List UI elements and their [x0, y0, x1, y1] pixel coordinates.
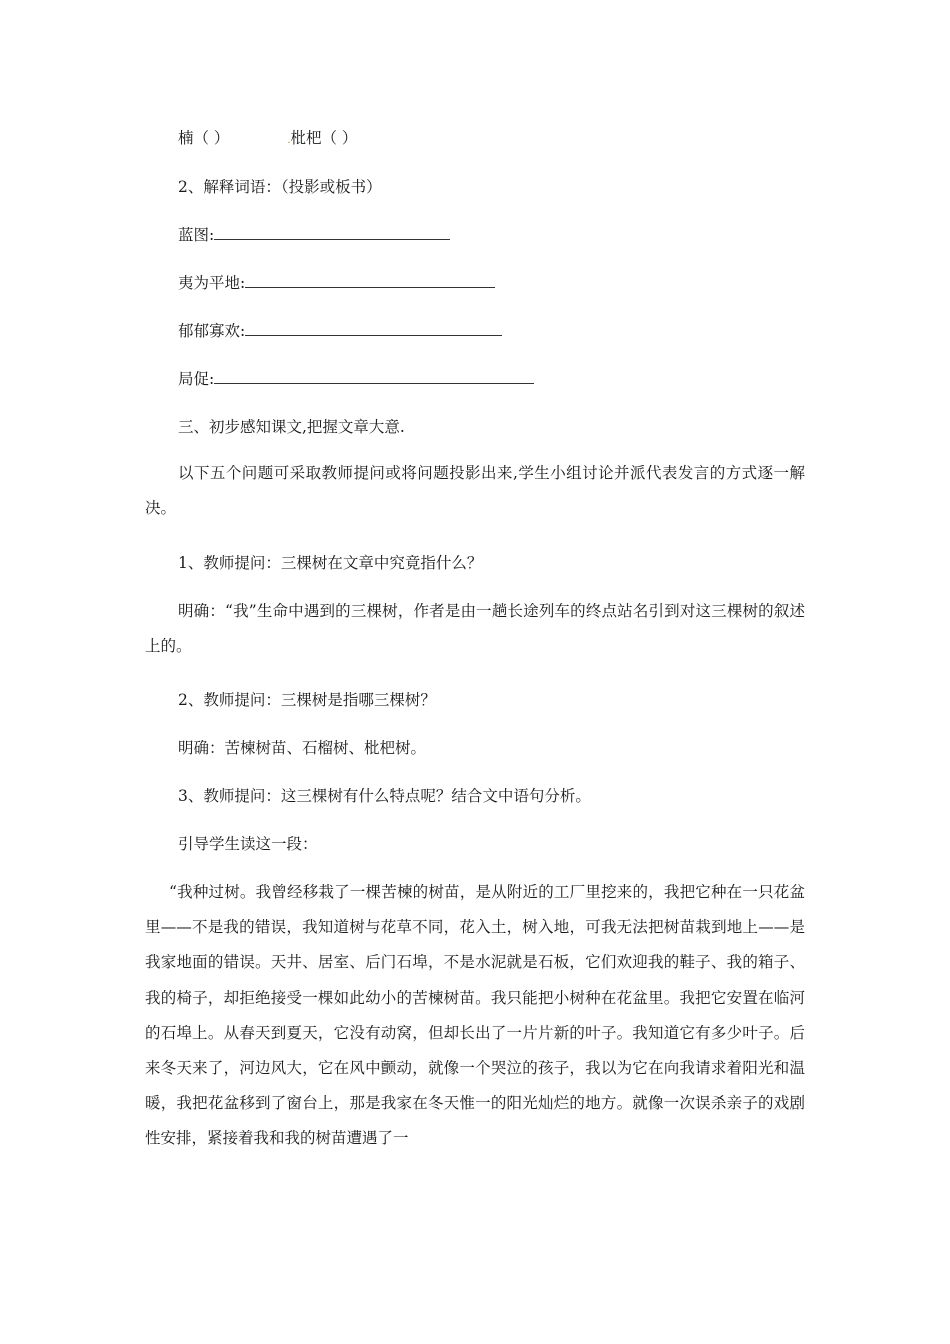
intro-paragraph: 以下五个问题可采取教师提问或将问题投影出来,学生小组讨论并派代表发言的方式逐一解决。 — [145, 464, 805, 518]
vocab-term: 局促: — [178, 370, 215, 388]
question-3: 3、教师提问：这三棵树有什么特点呢？结合文中语句分析。 — [178, 787, 591, 805]
vocab-item — [178, 273, 495, 293]
answer-2: 明确：苦楝树苗、石榴树、枇杷树。 — [178, 739, 427, 757]
vocab-term: 夷为平地: — [178, 274, 246, 292]
vocab-term: 郁郁寡欢: — [178, 322, 246, 340]
guide-text: 引导学生读这一段： — [178, 835, 318, 853]
vocab-item — [178, 369, 534, 389]
vocab-item — [178, 225, 450, 245]
quote-paragraph: “我种过树。我曾经移栽了一棵苦楝的树苗，是从附近的工厂里挖来的，我把它种在一只花盆里——不是我的错误，我知道树与花草不同，花入土，树入地，可我无法把树苗栽到地上——是我家地面的错误。天井、居室、后门石埠，不是水泥就是石板，它们欢迎我的鞋子、我的箱子、我的椅子，却拒绝接受一棵如此幼小的苦楝树苗。我只能把小树种在花盆里。我把它安置在临河的石埠上。从春天到夏天，它没有动窝，但却长出了一片片新的叶子。我知道它有多少叶子。后来冬天来了，河边风大，它在风中颤动，就像一个哭泣的孩子，我以为它在向我请求着阳光和温暖，我把花盆移到了窗台上，那是我家在冬天惟一的阳光灿烂的地方。就像一次误杀亲子的戏剧性安排，紧接着我和我的树苗遭遇了一 — [145, 883, 805, 1148]
pron-item-2: 枇杷（ ） — [290, 129, 358, 147]
pronunciation-row — [178, 128, 357, 151]
pron-item-1: 楠（ ） — [178, 129, 230, 147]
section2-heading: 2、解释词语：（投影或板书） — [178, 178, 382, 196]
answer-blank[interactable] — [245, 273, 495, 288]
answer-blank[interactable] — [245, 321, 502, 336]
vocab-term: 蓝图: — [178, 226, 215, 244]
question-2: 2、教师提问：三棵树是指哪三棵树？ — [178, 691, 436, 709]
mark-dot: . — [287, 135, 291, 146]
answer-blank[interactable] — [214, 369, 534, 384]
answer-1: 明确：“我”生命中遇到的三棵树，作者是由一趟长途列车的终点站名引到对这三棵树的叙述上的。 — [145, 602, 805, 656]
section3-heading: 三、初步感知课文,把握文章大意. — [178, 418, 405, 436]
vocab-item — [178, 321, 502, 341]
answer-blank[interactable] — [214, 225, 450, 240]
question-1: 1、教师提问：三棵树在文章中究竟指什么？ — [178, 554, 483, 572]
